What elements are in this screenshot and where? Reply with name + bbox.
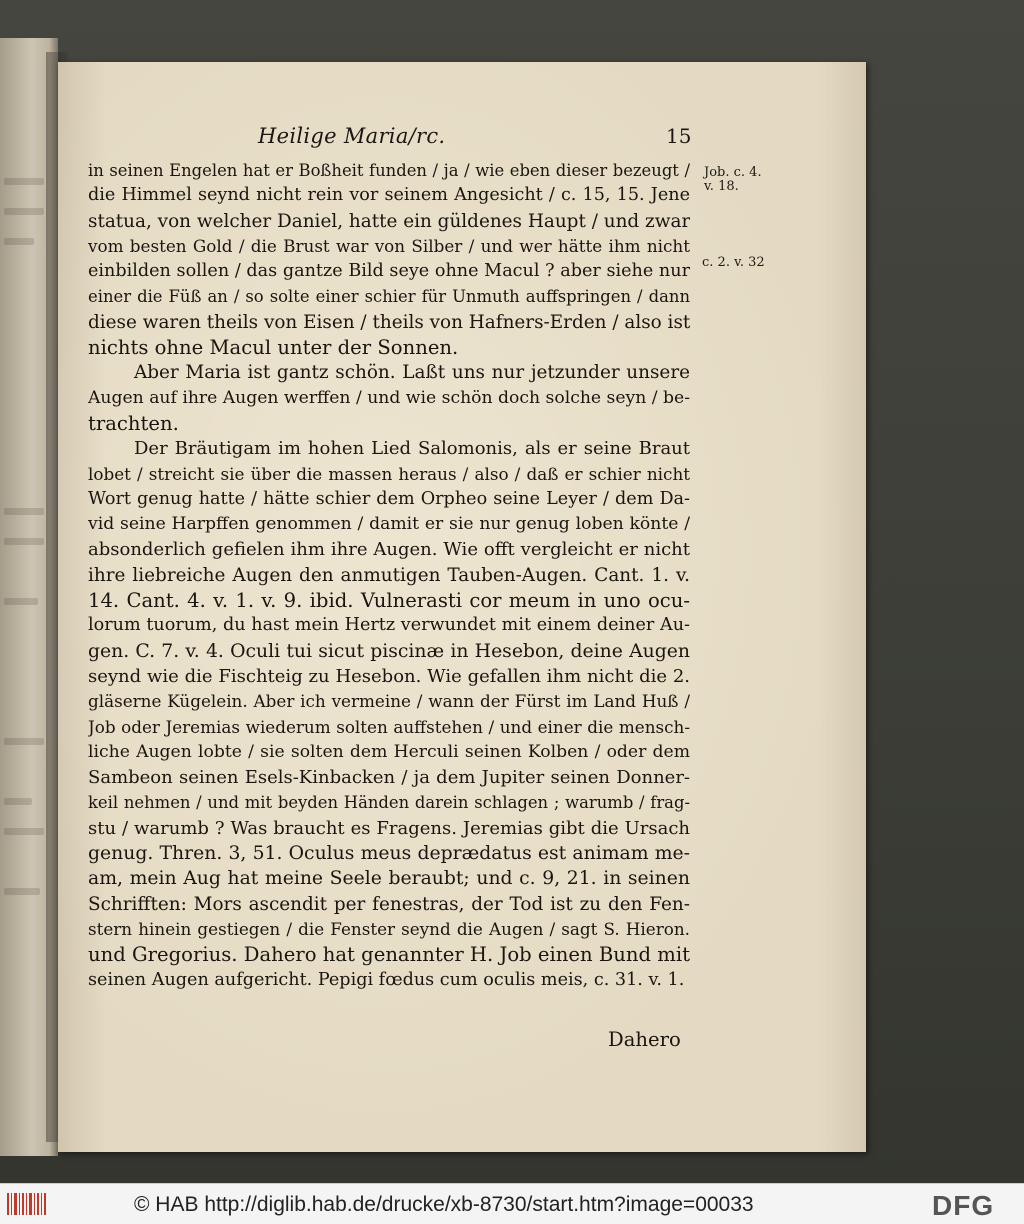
body-text [88,158,690,993]
text-line: Schrifften: Mors ascendit per fenestras, der Tod ist zu den Fen- [88,893,690,915]
text-line: Der Bräutigam im hohen Lied Salomonis, als er seine Braut [134,438,690,460]
text-line: lobet / streicht sie über die massen heraus / also / daß er schier nicht [88,463,690,484]
text-line: gläserne Kügelein. Aber ich vermeine / wann der Fürst im Land Huß / [88,691,690,712]
running-head: Heilige Maria/rc. [258,124,446,148]
marginal-note-line: c. 2. v. 32 [702,255,765,270]
text-line: seinen Augen aufgericht. Pepigi fœdus cum oculis meis, c. 31. v. 1. [88,969,685,990]
text-line: einer die Füß an / so solte einer schier für Unmuth auffspringen / dann [88,287,690,307]
footer-bar [0,1183,1024,1224]
text-line: Sambeon seinen Esels-Kinbacken / ja dem Jupiter seinen Donner- [88,767,690,789]
text-line: Job oder Jeremias wiederum solten auffstehen / und einer die mensch- [88,716,690,737]
text-line: einbilden sollen / das gantze Bild seye ohne Macul ? aber siehe nur [88,261,690,282]
barcode-icon [5,1189,47,1219]
marginal-note [704,166,762,194]
text-line: absonderlich gefielen ihm ihre Augen. Wie offt vergleicht er nicht [88,539,690,561]
text-line: und Gregorius. Dahero hat genannter H. Job einen Bund mit [88,943,690,967]
text-line: Wort genug hatte / hätte schier dem Orpheo seine Leyer / dem Da- [88,488,690,509]
text-line: seynd wie die Fischteig zu Hesebon. Wie gefallen ihm nicht die 2. [88,665,690,687]
text-line: statua, von welcher Daniel, hatte ein güldenes Haupt / und zwar [88,210,690,232]
page-number: 15 [666,124,692,148]
text-line: Augen auf ihre Augen werffen / und wie schön doch solche seyn / be- [88,387,690,408]
text-line: in seinen Engelen hat er Boßheit funden / ja / wie eben dieser bezeugt / [88,161,690,180]
marginal-note-line: Job. c. 4. [704,165,762,180]
text-line: genug. Thren. 3, 51. Oculus meus deprædatus est animam me- [88,843,690,865]
text-line: ihre liebreiche Augen den anmutigen Tauben-Augen. Cant. 1. v. [88,564,690,586]
text-line: trachten. [88,411,179,435]
marginal-note [702,256,765,270]
dfg-logo: DFG [932,1190,995,1221]
marginal-note-line: v. 18. [704,179,739,194]
text-line: nichts ohne Macul unter der Sonnen. [88,336,459,360]
copyright-link[interactable]: © HAB http://diglib.hab.de/drucke/xb-8730/start.htm?image=00033 [134,1193,754,1216]
text-line: am, mein Aug hat meine Seele beraubt; und c. 9, 21. in seinen [88,868,690,890]
catchword: Dahero [608,1028,681,1051]
text-line: stern hinein gestiegen / die Fenster seynd die Augen / sagt S. Hieron. [88,918,690,939]
text-line: 14. Cant. 4. v. 1. v. 9. ibid. Vulnerasti cor meum in uno ocu- [88,589,690,613]
text-line: die Himmel seynd nicht rein vor seinem Angesicht / c. 15, 15. Jene [88,185,690,206]
text-line: vid seine Harpffen genommen / damit er sie nur genug loben könte / [88,514,690,535]
text-line: lorum tuorum, du hast mein Hertz verwundet mit einem deiner Au- [88,615,690,636]
text-line: keil nehmen / und mit beyden Händen darein schlagen ; warumb / frag- [88,793,690,813]
text-line: Aber Maria ist gantz schön. Laßt uns nur jetzunder unsere [134,362,690,384]
text-line: stu / warumb ? Was braucht es Fragens. Jeremias gibt die Ursach [88,817,690,839]
text-line: vom besten Gold / die Brust war von Silber / und wer hätte ihm nicht [88,235,690,256]
text-line: gen. C. 7. v. 4. Oculi tui sicut piscinæ in Hesebon, deine Augen [88,640,690,662]
text-line: diese waren theils von Eisen / theils von Hafners-Erden / also ist [88,311,690,333]
text-line: liche Augen lobte / sie solten dem Herculi seinen Kolben / oder dem [88,741,690,762]
